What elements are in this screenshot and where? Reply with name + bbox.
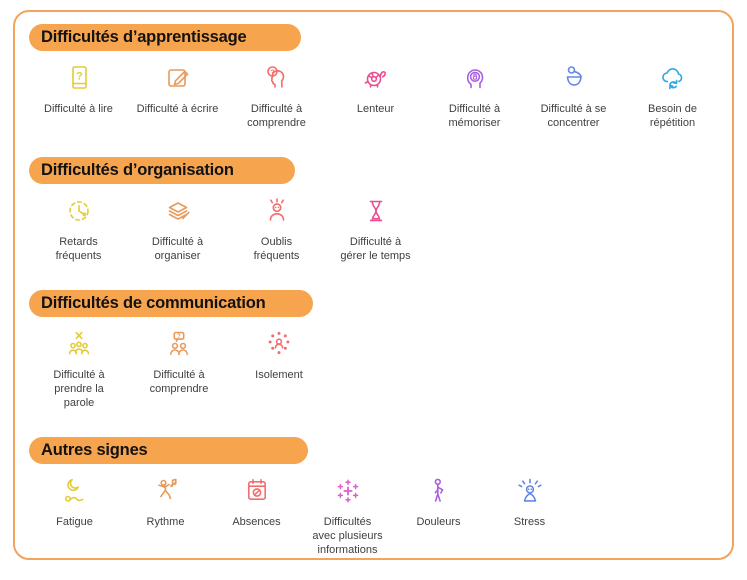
person-desk-icon [559,63,589,93]
sign-item-rythme [120,476,211,529]
sign-item-douleurs [393,476,484,529]
cloud-refresh-icon [658,63,688,93]
section-items-row [29,196,722,263]
svg-text:?: ? [75,70,83,83]
section-communication [29,290,722,410]
sign-item-difficulte-a-se-concentrer [524,63,623,130]
sign-item-difficulte-a-comprendre [227,63,326,130]
hourglass-icon [361,196,391,226]
sign-item-besoin-de-repetition [623,63,722,130]
stress-person-icon [515,476,545,506]
sign-label: Difficulté à lire [44,103,113,115]
person-question-icon [262,196,292,226]
sign-item-isolement [229,329,329,382]
sign-label: Oublis fréquents [253,236,300,262]
section-items-row [29,329,722,410]
sign-label: Douleurs [416,516,461,528]
sign-label: Absences [232,516,281,528]
sign-item-difficulte-a-organiser [128,196,227,263]
sign-label: Stress [513,516,546,528]
pain-person-icon [424,476,454,506]
group-mute-icon [64,329,94,359]
sign-item-difficulte-a-memoriser [425,63,524,130]
sign-item-difficulte-a-lire [29,63,128,116]
sign-label: Difficulté à comprendre [149,369,209,395]
turtle-icon [361,63,391,93]
sign-item-fatigue [29,476,120,529]
section-title-pill: Difficultés de communication [29,290,313,317]
sign-label: Difficulté à écrire [136,103,219,115]
isolation-dots-icon [264,329,294,359]
svg-text:?: ? [269,67,275,77]
sign-label: Difficultés avec plusieurs informations [312,516,383,556]
dancing-figure-icon [151,476,181,506]
sign-item-lenteur [326,63,425,116]
head-lock-icon [460,63,490,93]
sign-item-difficultes-plusieurs-informations [302,476,393,557]
people-speech-question-icon [164,329,194,359]
section-apprentissage [29,24,722,130]
clock-dashed-icon [64,196,94,226]
stack-papers-icon [163,196,193,226]
signs-infographic-card [13,10,734,560]
sign-label: Isolement [255,369,303,381]
head-question-icon [262,63,292,93]
sign-label: Fatigue [56,516,93,528]
sign-label: Difficulté à organiser [151,236,204,262]
section-items-row [29,476,722,557]
sign-label: Rythme [146,516,185,528]
section-autres-signes [29,437,722,557]
calendar-crossed-icon [242,476,272,506]
section-organisation [29,157,722,263]
sign-label: Lenteur [356,103,395,115]
sign-label: Difficulté à comprendre [247,103,306,129]
book-question-icon [64,63,94,93]
sign-label: Difficulté à se concentrer [540,103,607,129]
sign-item-difficulte-a-prendre-la-parole [29,329,129,410]
sign-item-difficulte-a-comprendre-communication [129,329,229,396]
edit-pencil-icon [163,63,193,93]
sign-label: Besoin de répétition [648,103,697,129]
sign-label: Difficulté à gérer le temps [340,236,411,262]
sign-item-absences [211,476,302,529]
section-title-pill: Autres signes [29,437,308,464]
section-items-row [29,63,722,130]
sign-item-stress [484,476,575,529]
sign-item-retards-frequents [29,196,128,263]
sign-label: Difficulté à mémoriser [448,103,501,129]
sign-item-difficulte-a-ecrire [128,63,227,116]
info-cluster-icon [333,476,363,506]
sign-item-difficulte-a-gerer-le-temps [326,196,425,263]
svg-text:?: ? [177,333,181,340]
section-title-pill: Difficultés d’apprentissage [29,24,301,51]
sign-label: Retards fréquents [55,236,102,262]
sign-item-oublis-frequents [227,196,326,263]
moon-fatigue-icon [60,476,90,506]
section-title-pill: Difficultés d’organisation [29,157,295,184]
sign-label: Difficulté à prendre la parole [53,369,105,409]
